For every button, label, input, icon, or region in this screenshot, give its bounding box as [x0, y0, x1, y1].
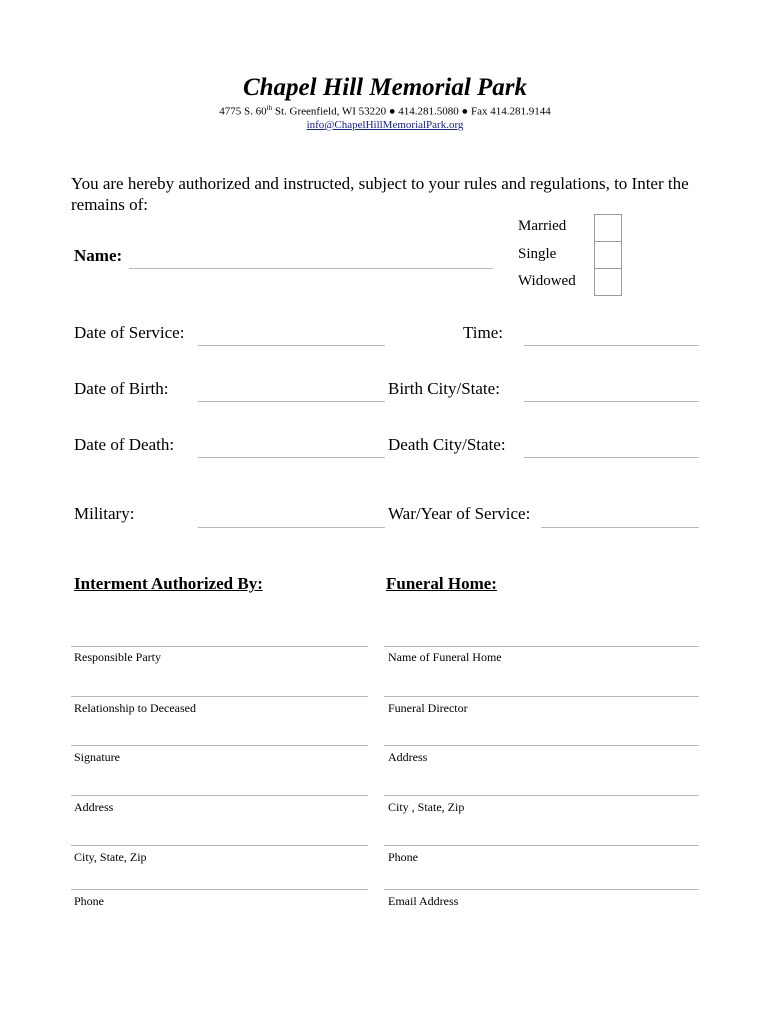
address-prefix: 4775 S. 60 — [219, 105, 267, 118]
funeral-address-line[interactable] — [384, 745, 699, 746]
single-label: Single — [518, 246, 557, 262]
military-label: Military: — [74, 504, 135, 523]
address-rest: St. Greenfield, WI 53220 ● 414.281.5080 ● Fax 414.281.9144 — [272, 105, 551, 118]
widowed-label: Widowed — [518, 273, 576, 289]
death-city-state-field[interactable] — [524, 457, 699, 458]
time-label: Time: — [463, 323, 504, 342]
military-field[interactable] — [198, 527, 385, 528]
funeral-home-name-line[interactable] — [384, 646, 699, 647]
signature-label: Signature — [74, 750, 120, 764]
widowed-checkbox[interactable] — [594, 269, 622, 296]
interment-city-line[interactable] — [71, 845, 368, 846]
interment-phone-line[interactable] — [71, 889, 368, 890]
funeral-city-line[interactable] — [384, 795, 699, 796]
interment-phone-label: Phone — [74, 894, 104, 908]
funeral-director-line[interactable] — [384, 696, 699, 697]
death-city-state-label: Death City/State: — [388, 435, 506, 454]
intro-text: You are hereby authorized and instructed, subject to your rules and regulations, to Inter the remains of: — [71, 174, 689, 214]
relationship-line[interactable] — [71, 696, 368, 697]
birth-city-state-label: Birth City/State: — [388, 379, 500, 398]
time-field[interactable] — [524, 345, 699, 346]
funeral-email-line[interactable] — [384, 889, 699, 890]
war-year-label: War/Year of Service: — [388, 504, 531, 523]
funeral-email-label: Email Address — [388, 894, 459, 908]
date-of-service-label: Date of Service: — [74, 323, 185, 342]
date-of-birth-field[interactable] — [198, 401, 385, 402]
name-field[interactable] — [129, 268, 493, 269]
funeral-phone-line[interactable] — [384, 845, 699, 846]
date-of-service-field[interactable] — [198, 345, 385, 346]
funeral-home-name-label: Name of Funeral Home — [388, 650, 502, 664]
responsible-party-line[interactable] — [71, 646, 368, 647]
page-title: Chapel Hill Memorial Park — [242, 74, 528, 101]
funeral-phone-label: Phone — [388, 850, 418, 864]
single-checkbox[interactable] — [594, 242, 622, 269]
married-label: Married — [518, 218, 567, 234]
interment-address-label: Address — [74, 800, 114, 814]
married-checkbox[interactable] — [594, 214, 622, 242]
funeral-address-label: Address — [388, 750, 428, 764]
date-of-death-label: Date of Death: — [74, 435, 175, 454]
name-label: Name: — [74, 246, 123, 265]
relationship-label: Relationship to Deceased — [74, 701, 196, 715]
email-link[interactable]: info@ChapelHillMemorialPark.org — [306, 119, 464, 131]
funeral-director-label: Funeral Director — [388, 701, 468, 715]
interment-city-label: City, State, Zip — [74, 850, 147, 864]
responsible-party-label: Responsible Party — [74, 650, 161, 664]
birth-city-state-field[interactable] — [524, 401, 699, 402]
war-year-field[interactable] — [541, 527, 699, 528]
date-of-birth-label: Date of Birth: — [74, 379, 169, 398]
address-sup: th — [266, 104, 273, 112]
signature-line[interactable] — [71, 745, 368, 746]
funeral-city-label: City , State, Zip — [388, 800, 465, 814]
funeral-home-heading: Funeral Home: — [386, 574, 497, 593]
date-of-death-field[interactable] — [198, 457, 385, 458]
interment-address-line[interactable] — [71, 795, 368, 796]
contact-line — [0, 104, 770, 118]
interment-heading: Interment Authorized By: — [74, 574, 263, 593]
